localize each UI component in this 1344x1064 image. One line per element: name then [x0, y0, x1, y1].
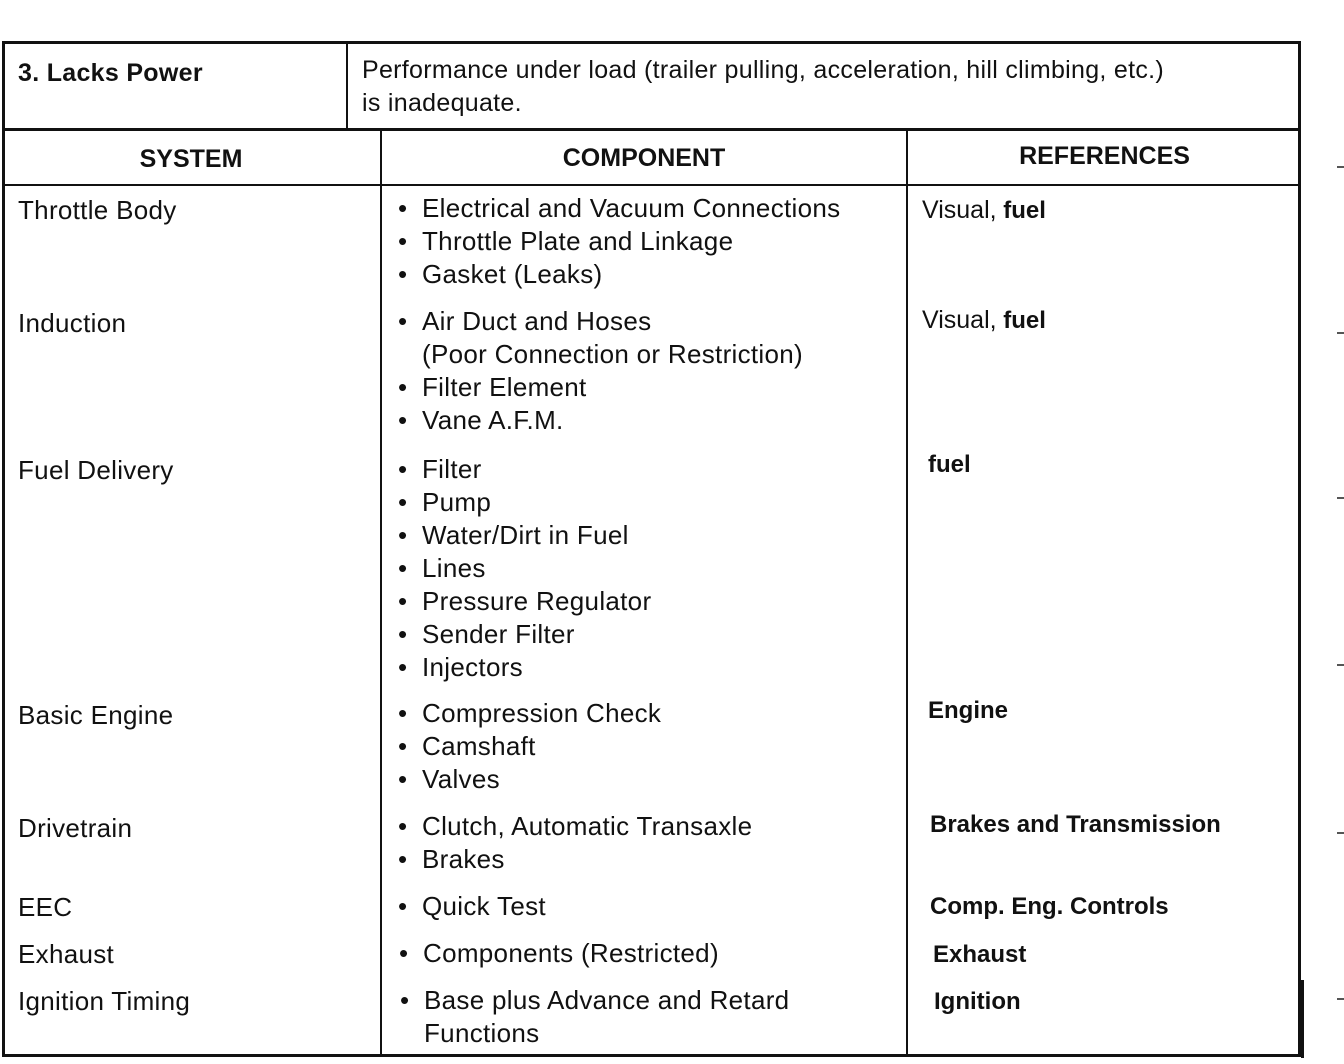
list-item: • Filter	[396, 453, 651, 486]
component-list	[398, 984, 789, 1050]
margin-mark	[1337, 998, 1344, 1000]
problem-description-line1: Performance under load (trailer pulling, acceleration, hill climbing, etc.)	[362, 56, 1165, 84]
divider	[2, 184, 1301, 186]
list-item: • Water/Dirt in Fuel	[396, 519, 651, 552]
list-item: • Air Duct and Hoses	[396, 305, 803, 338]
header-component: COMPONENT	[562, 144, 726, 172]
margin-mark	[1337, 166, 1344, 168]
list-item: • Valves	[396, 763, 661, 796]
header-system: SYSTEM	[139, 145, 243, 173]
system-name: Throttle Body	[18, 195, 177, 225]
list-item: • Pump	[396, 486, 651, 519]
component-list	[396, 890, 546, 923]
margin-mark	[1337, 497, 1344, 499]
list-item: • Camshaft	[396, 730, 661, 763]
system-name: Basic Engine	[18, 700, 174, 730]
divider	[346, 41, 348, 129]
list-item: • Sender Filter	[396, 618, 651, 651]
divider	[906, 129, 908, 1057]
list-item: • Components (Restricted)	[397, 937, 719, 970]
component-list	[396, 697, 661, 796]
reference-plain: Visual,	[922, 306, 997, 334]
reference-bold: Engine	[928, 697, 1009, 724]
margin-mark	[1337, 332, 1344, 334]
system-name: EEC	[18, 892, 73, 922]
system-name: Fuel Delivery	[18, 455, 174, 485]
reference-bold: fuel	[928, 451, 971, 478]
reference	[922, 304, 1046, 337]
reference-bold: Ignition	[934, 988, 1021, 1015]
problem-description-line2: is inadequate.	[362, 89, 522, 117]
system-name: Ignition Timing	[18, 986, 191, 1016]
reference-bold: fuel	[1003, 307, 1046, 334]
list-item: Functions	[424, 1018, 540, 1048]
list-item: • Throttle Plate and Linkage	[396, 225, 840, 258]
component-list	[397, 937, 719, 970]
reference-bold: Exhaust	[933, 941, 1027, 968]
system-name: Induction	[18, 308, 127, 338]
margin-mark	[1337, 832, 1344, 834]
system-name: Exhaust	[18, 939, 115, 969]
list-item: • Compression Check	[396, 697, 661, 730]
reference-bold: fuel	[1003, 197, 1046, 224]
reference-plain: Visual,	[922, 196, 997, 224]
list-item: • Pressure Regulator	[396, 585, 651, 618]
component-list	[396, 453, 651, 684]
component-list	[396, 192, 840, 291]
list-item: • Brakes	[396, 843, 752, 876]
problem-title: 3. Lacks Power	[18, 59, 203, 87]
reference-bold: Comp. Eng. Controls	[930, 893, 1169, 920]
list-item: • Filter Element	[396, 371, 803, 404]
list-item: • Clutch, Automatic Transaxle	[396, 810, 752, 843]
divider	[380, 129, 382, 1057]
divider	[1301, 980, 1304, 1058]
list-item: • Electrical and Vacuum Connections	[396, 192, 840, 225]
component-list	[396, 305, 803, 437]
list-item: • Vane A.F.M.	[396, 404, 803, 437]
list-item: • Gasket (Leaks)	[396, 258, 840, 291]
header-references: REFERENCES	[1019, 142, 1190, 170]
list-item: • Lines	[396, 552, 651, 585]
list-item: • Injectors	[396, 651, 651, 684]
component-list	[396, 810, 752, 876]
list-item: (Poor Connection or Restriction)	[422, 339, 803, 369]
reference	[922, 194, 1046, 227]
divider	[2, 128, 1301, 131]
reference-bold: Brakes and Transmission	[930, 811, 1221, 838]
system-name: Drivetrain	[18, 813, 133, 843]
margin-mark	[1337, 664, 1344, 666]
list-item: • Quick Test	[396, 890, 546, 923]
list-item: • Base plus Advance and Retard	[398, 984, 789, 1017]
